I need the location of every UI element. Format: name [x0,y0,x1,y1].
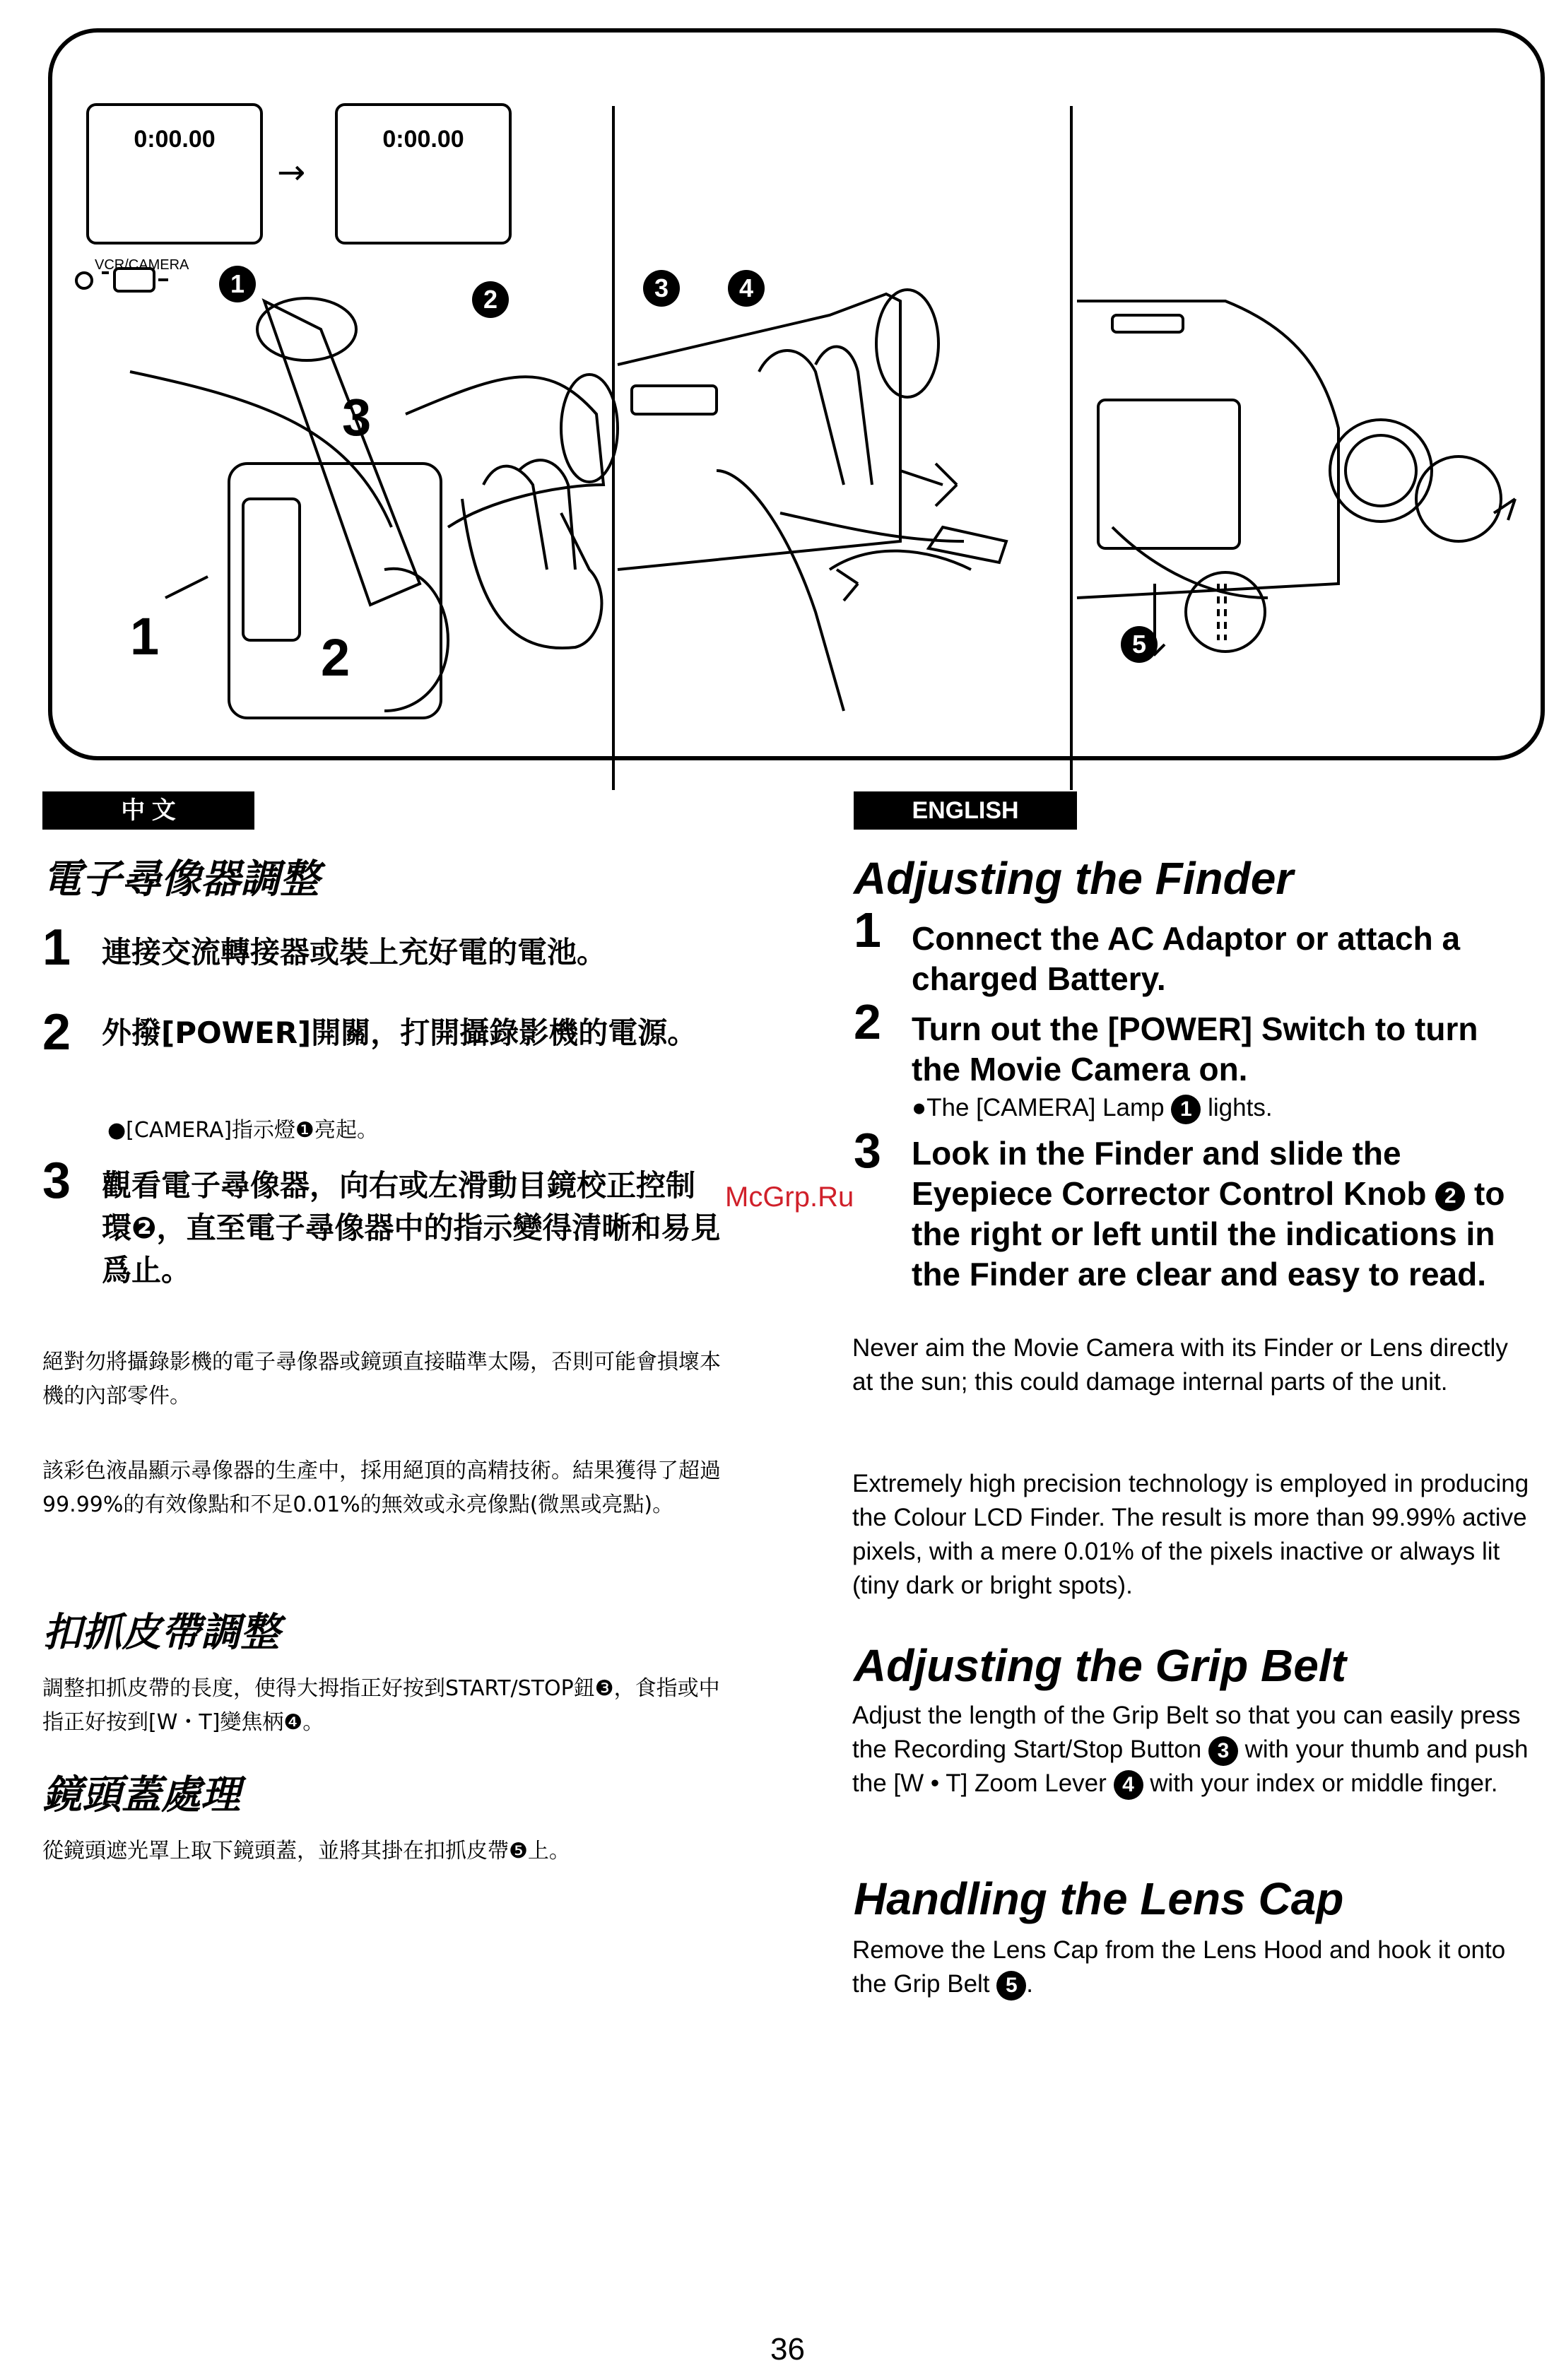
step-number: 3 [854,1123,881,1178]
english-cap-text [852,1933,1531,2001]
marker-3: 3 [1208,1736,1238,1766]
grip-text: with your thumb and push the [W • T] Zoom Lever [852,1736,1529,1797]
vcr-camera-label: VCR/CAMERA [95,257,189,273]
marker-5: 5 [996,1971,1026,2001]
note-text: ●The [CAMERA] Lamp [912,1094,1165,1121]
english-step-1: Connect the AC Adaptor or attach a charged Battery. [912,920,1461,997]
chinese-step-2-note: ●[CAMERA]指示燈❶亮起。 [107,1118,378,1143]
finder-screen-before: 0:00.00 [86,103,263,245]
english-cap-heading: Handling the Lens Cap [854,1873,1344,1924]
chinese-warning: 絕對勿將攝錄影機的電子尋像器或鏡頭直接瞄準太陽，否則可能會損壞本機的內部零件。 [42,1350,721,1408]
english-step-2: Turn out the [POWER] Switch to turn the Movie Camera on. [912,1011,1478,1088]
chinese-step-1: 連接交流轉接器或裝上充好電的電池。 [102,935,607,970]
marker-5: 5 [1121,626,1158,663]
english-warning: Never aim the Movie Camera with its Finder or Lens directly at the sun; this could damage internal parts of the unit. [852,1334,1508,1396]
chinese-cap-text: 從鏡頭遮光罩上取下鏡頭蓋，並將其掛在扣抓皮帶❺上。 [42,1839,570,1863]
chinese-grip-text: 調整扣抓皮帶的長度，使得大拇指正好按到START/STOP鈕❸，食指或中指正好按到[W・T]變焦柄❹。 [42,1676,720,1735]
step-text: to the right or left until the indications in the Finder are clear and easy to read. [912,1175,1505,1292]
cap-text: Remove the Lens Cap from the Lens Hood and hook it onto the Grip Belt [852,1936,1506,1998]
illustration-frame [48,28,1545,760]
watermark: McGrp.Ru [725,1182,854,1213]
cap-text: . [1026,1970,1034,1998]
finder-screen-after: 0:00.00 [335,103,512,245]
marker-3: 3 [643,270,680,307]
step-number: 1 [854,902,881,958]
marker-1: 1 [1171,1095,1201,1124]
step-number: 2 [854,994,881,1049]
chinese-finder-heading: 電子尋像器調整 [42,856,319,902]
chinese-lcd-note: 該彩色液晶顯示尋像器的生產中，採用絕頂的高精技術。結果獲得了超過99.99%的有效像點和不足0.01%的無效或永亮像點(微黑或亮點)。 [42,1459,721,1517]
page-number: 36 [770,2332,805,2367]
chinese-step-2: 外撥[POWER]開關，打開攝錄影機的電源。 [102,1015,697,1050]
english-step-3 [912,1133,1533,1295]
step-number: 1 [42,919,71,976]
marker-4: 4 [728,270,765,307]
english-lcd-note: Extremely high precision technology is employed in producing the Colour LCD Finder. The result is more than 99.99% active pixels, with a mere 0.01% of the pixels inactive or always lit (tiny dark or bright spots). [852,1470,1529,1599]
step-number: 3 [42,1153,71,1209]
marker-1: 1 [219,266,256,302]
right-arrow-icon: → [277,153,306,192]
note-text: lights. [1208,1094,1273,1121]
marker-2: 2 [472,281,509,318]
english-grip-text [852,1699,1531,1801]
chinese-cap-heading: 鏡頭蓋處理 [42,1772,240,1818]
grip-text: with your index or middle finger. [1150,1769,1498,1797]
english-finder-heading: Adjusting the Finder [854,853,1294,904]
camcorder-drawings [52,33,1541,756]
marker-4: 4 [1114,1770,1143,1800]
marker-2: 2 [1435,1182,1465,1211]
chinese-section-tab: 中 文 [42,791,254,830]
step-number: 2 [42,1004,71,1061]
english-section-tab: ENGLISH [854,791,1077,830]
svg-text:3: 3 [342,388,372,447]
step-text: Look in the Finder and slide the Eyepiece Corrector Control Knob [912,1135,1427,1212]
english-step-2-note [912,1094,1273,1124]
english-grip-heading: Adjusting the Grip Belt [854,1640,1346,1691]
grip-text: Adjust the length of the Grip Belt so that you can easily press the Recording Start/Stop Button [852,1702,1521,1763]
chinese-grip-heading: 扣抓皮帶調整 [42,1610,280,1656]
svg-text:2: 2 [321,628,351,687]
svg-text:1: 1 [130,607,160,666]
chinese-step-3: 觀看電子尋像器，向右或左滑動目鏡校正控制環❷，直至電子尋像器中的指示變得清晰和易見爲止。 [102,1168,721,1288]
